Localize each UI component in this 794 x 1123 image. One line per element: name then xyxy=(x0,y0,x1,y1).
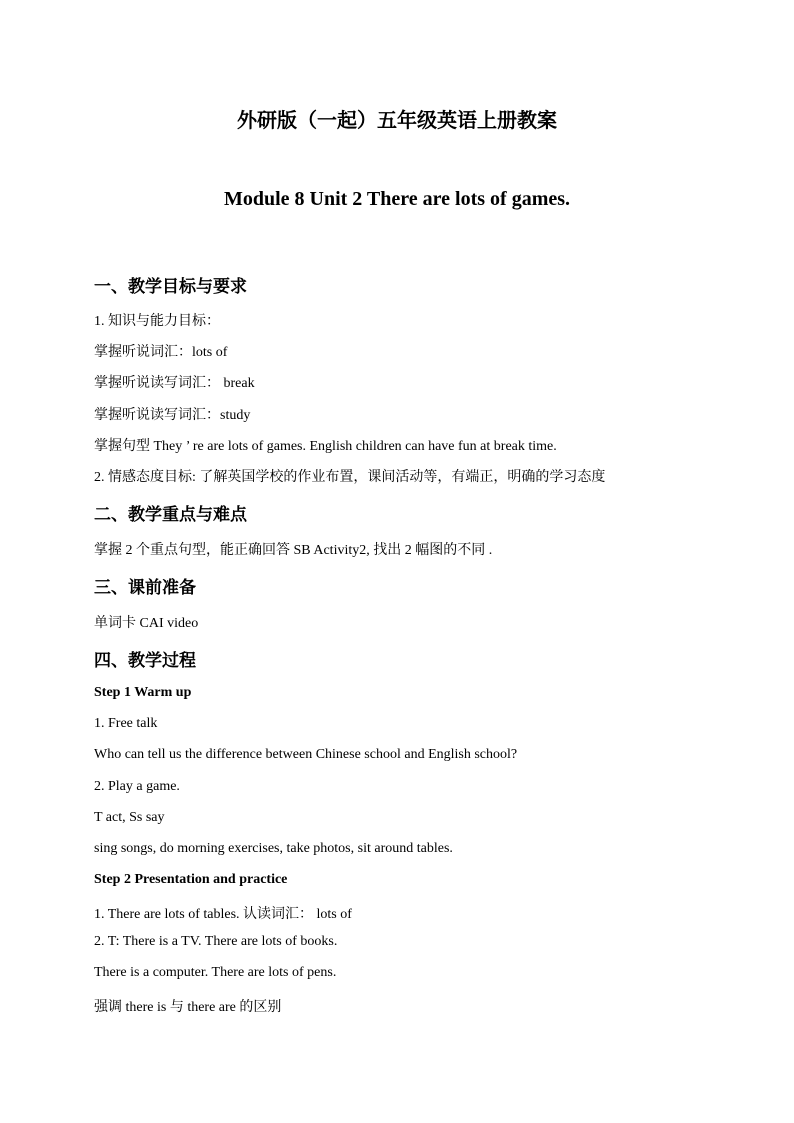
text-line: 1. There are lots of tables. 认读词汇： lots of xyxy=(94,907,352,922)
section-heading-procedure: 四、教学过程 xyxy=(94,651,196,670)
step-heading-warm-up: Step 1 Warm up xyxy=(94,685,192,700)
text-line: 掌握听说词汇：lots of xyxy=(94,345,228,360)
section-heading-objectives: 一、教学目标与要求 xyxy=(94,277,247,296)
text-line: 2. 情感态度目标: 了解英国学校的作业布置，课间活动等，有端正，明确的学习态度 xyxy=(94,470,606,485)
document-title-english: Module 8 Unit 2 There are lots of games. xyxy=(223,188,571,210)
section-heading-preparation: 三、课前准备 xyxy=(94,578,196,597)
text-line: 掌握听说读写词汇：study xyxy=(94,408,251,423)
text-line: sing songs, do morning exercises, take photos, sit around tables. xyxy=(94,841,453,856)
text-line: Who can tell us the difference between Chinese school and English school? xyxy=(94,747,518,762)
text-line: 1. Free talk xyxy=(94,716,158,731)
text-line: 2. T: There is a TV. There are lots of books. xyxy=(94,934,338,949)
text-line: 掌握句型 They ’ re are lots of games. English children can have fun at break time. xyxy=(94,439,557,454)
text-line: 2. Play a game. xyxy=(94,779,180,794)
section-heading-key-points: 二、教学重点与难点 xyxy=(94,505,247,524)
text-line: 掌握听说读写词汇： break xyxy=(94,376,255,391)
text-line: 1. 知识与能力目标： xyxy=(94,314,220,329)
step-heading-presentation: Step 2 Presentation and practice xyxy=(94,872,288,887)
text-line: 单词卡 CAI video xyxy=(94,616,199,631)
document-title-chinese: 外研版（一起）五年级英语上册教案 xyxy=(237,110,557,132)
text-line: 掌握 2 个重点句型，能正确回答 SB Activity2, 找出 2 幅图的不同 . xyxy=(94,543,493,558)
text-line: 强调 there is 与 there are 的区别 xyxy=(94,1000,282,1015)
text-line: T act, Ss say xyxy=(94,810,165,825)
text-line: There is a computer. There are lots of pens. xyxy=(94,965,337,980)
